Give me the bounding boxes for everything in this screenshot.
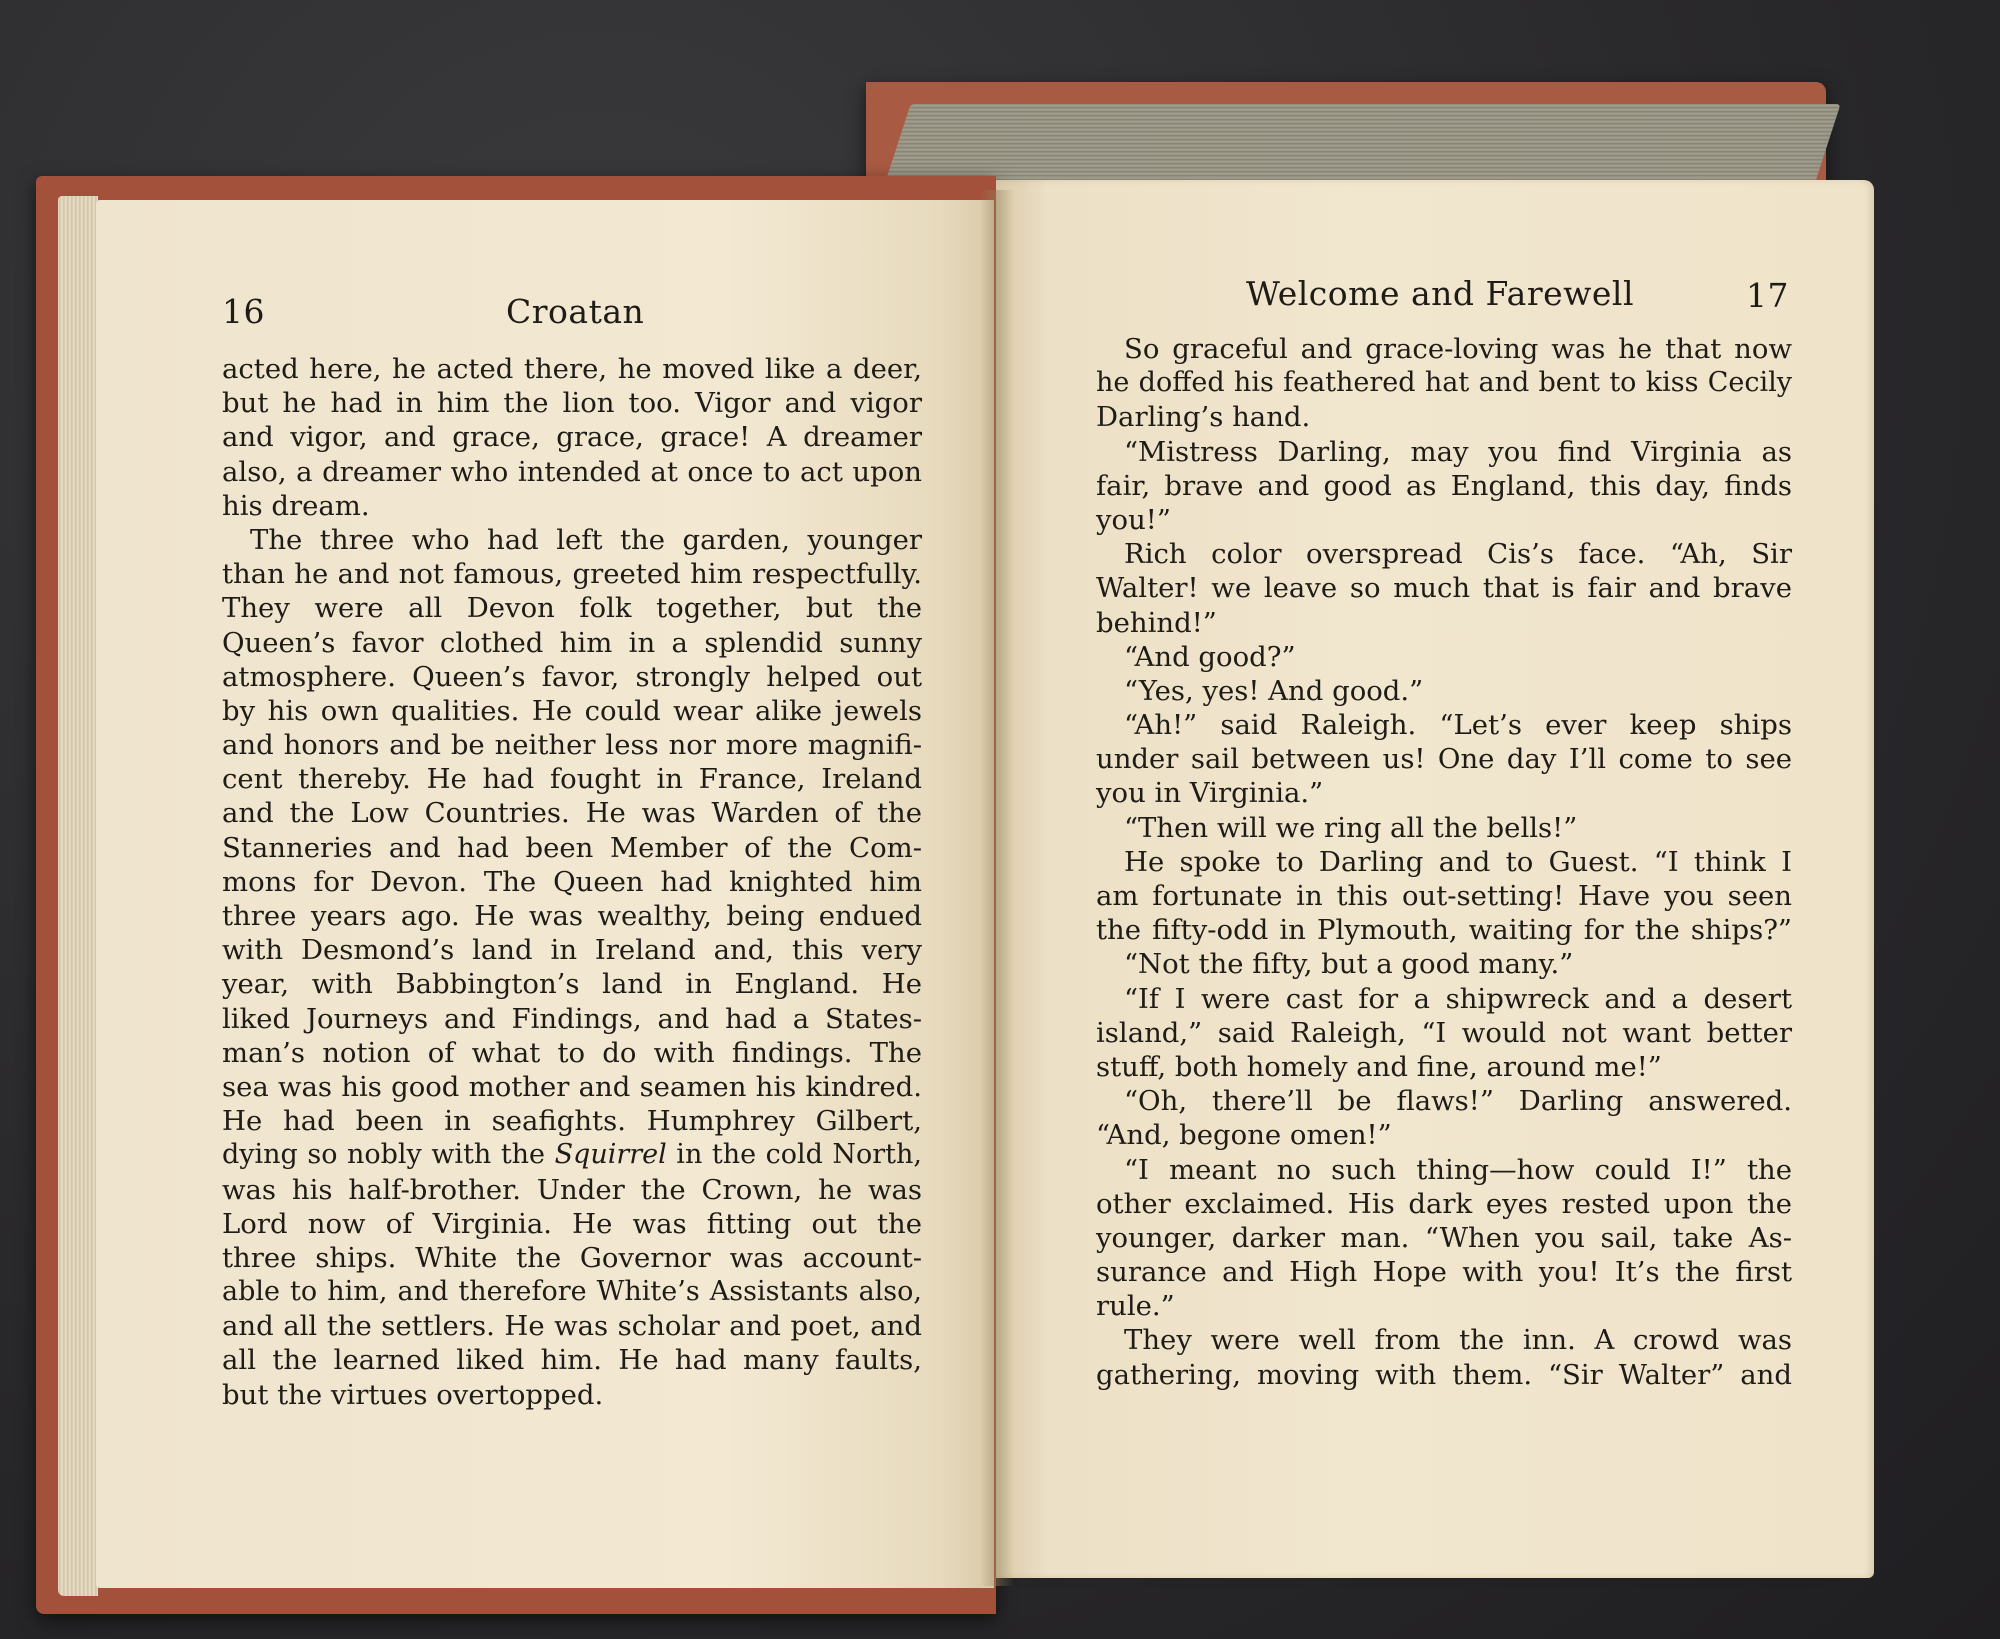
text-line: mons for Devon. The Queen had knighted him xyxy=(222,865,922,898)
text-line: They were all Devon folk together, but the xyxy=(222,592,922,625)
text-line: am fortunate in this out-setting! Have you seen xyxy=(1096,880,1792,912)
text-line: The three who had left the garden, younger xyxy=(250,523,922,556)
text-line: surance and High Hope with you! It’s the first xyxy=(1096,1256,1792,1289)
right-page-text xyxy=(1096,332,1792,1392)
text-line: you in Virginia.” xyxy=(1096,777,1324,810)
text-line: Darling’s hand. xyxy=(1096,401,1311,434)
text-line: and vigor, and grace, grace, grace! A dreamer xyxy=(222,421,922,454)
text-line: and the Low Countries. He was Warden of the xyxy=(222,797,922,830)
text-line: “Yes, yes! And good.” xyxy=(1124,674,1424,707)
right-page-number: 17 xyxy=(1746,276,1789,315)
text-line: three ships. White the Governor was account- xyxy=(222,1241,922,1274)
text-line: other exclaimed. His dark eyes rested upon the xyxy=(1096,1187,1792,1220)
text-line: but the virtues overtopped. xyxy=(222,1378,604,1411)
text-line: “And, begone omen!” xyxy=(1096,1119,1392,1152)
text-line: acted here, he acted there, he moved like a deer, xyxy=(222,353,922,385)
text-line: cent thereby. He had fought in France, Ireland xyxy=(222,763,922,796)
text-line: fair, brave and good as England, this day, finds xyxy=(1096,469,1792,502)
text-line: able to him, and therefore White’s Assistants also, xyxy=(222,1276,922,1308)
text-line: all the learned liked him. He had many faults, xyxy=(222,1344,922,1377)
text-line: also, a dreamer who intended at once to act upon xyxy=(222,455,922,488)
text-line: behind!” xyxy=(1096,606,1217,639)
text-line: gathering, moving with them. “Sir Walter” and xyxy=(1096,1358,1792,1391)
text-line: “Not the fifty, but a good many.” xyxy=(1124,948,1574,981)
text-line: was his half-brother. Under the Crown, he was xyxy=(222,1173,922,1206)
text-line: Lord now of Virginia. He was fitting out the xyxy=(222,1207,922,1240)
page-block-left-edge xyxy=(58,196,98,1596)
page-block-top-edge xyxy=(884,104,1841,186)
text-line: his dream. xyxy=(222,489,370,522)
text-line: He spoke to Darling and to Guest. “I think I xyxy=(1124,845,1792,878)
text-line: island,” said Raleigh, “I would not want better xyxy=(1096,1016,1792,1049)
text-line: rule.” xyxy=(1096,1290,1175,1323)
text-line: three years ago. He was wealthy, being endued xyxy=(222,900,922,932)
text-line: “Mistress Darling, may you find Virginia as xyxy=(1124,435,1792,468)
ship-name-italic: Squirrel xyxy=(554,1139,667,1171)
text-line: “If I were cast for a shipwreck and a desert xyxy=(1124,982,1792,1015)
text-line: but he had in him the lion too. Vigor and vigor xyxy=(222,387,922,420)
text-line: sea was his good mother and seamen his kindred. xyxy=(222,1070,922,1103)
text-line: stuff, both homely and fine, around me!” xyxy=(1096,1050,1662,1083)
text-line: “And good?” xyxy=(1124,640,1296,673)
text-line: man’s notion of what to do with findings. The xyxy=(222,1036,922,1069)
text-line: “Then will we ring all the bells!” xyxy=(1124,811,1578,844)
text-line: They were well from the inn. A crowd was xyxy=(1124,1324,1792,1357)
text-line: you!” xyxy=(1096,503,1171,536)
text-line: atmosphere. Queen’s favor, strongly helped out xyxy=(222,660,922,693)
text-line: and all the settlers. He was scholar and poet, and xyxy=(222,1310,922,1343)
text-line: “I meant no such thing—how could I!” the xyxy=(1124,1153,1792,1186)
text-line: Stanneries and had been Member of the Com- xyxy=(222,831,922,864)
left-page-text xyxy=(222,352,922,1412)
text-line: and honors and be neither less nor more magnifi- xyxy=(222,729,922,762)
text-line: younger, darker man. “When you sail, take As- xyxy=(1096,1221,1792,1254)
text-line: than he and not famous, greeted him respectfully. xyxy=(222,558,922,591)
left-page-number: 16 xyxy=(222,292,265,331)
text-line: dying so nobly with the Squirrel in the cold North, xyxy=(222,1139,923,1171)
book-gutter xyxy=(980,190,1014,1586)
text-line: He had been in seafights. Humphrey Gilbert, xyxy=(222,1105,922,1138)
text-line: Walter! we leave so much that is fair and brave xyxy=(1096,572,1792,605)
right-running-title: Welcome and Farewell xyxy=(1246,274,1635,313)
text-line: liked Journeys and Findings, and had a States- xyxy=(222,1002,922,1035)
text-line: Queen’s favor clothed him in a splendid sunny xyxy=(222,626,922,659)
text-line: he doffed his feathered hat and bent to kiss Cecily xyxy=(1096,367,1792,399)
text-line: under sail between us! One day I’ll come to see xyxy=(1096,743,1792,776)
text-line: by his own qualities. He could wear alike jewels xyxy=(222,694,922,727)
text-line: year, with Babbington’s land in England. He xyxy=(222,968,922,1001)
text-line: So graceful and grace-loving was he that now xyxy=(1124,333,1792,365)
text-line: with Desmond’s land in Ireland and, this very xyxy=(222,934,922,967)
text-line: “Oh, there’ll be flaws!” Darling answered. xyxy=(1124,1085,1792,1118)
text-line: “Ah!” said Raleigh. “Let’s ever keep ships xyxy=(1124,709,1792,742)
text-line: Rich color overspread Cis’s face. “Ah, Sir xyxy=(1124,538,1792,571)
left-running-title: Croatan xyxy=(506,292,645,331)
text-line: the fifty-odd in Plymouth, waiting for the ships?” xyxy=(1096,914,1792,947)
